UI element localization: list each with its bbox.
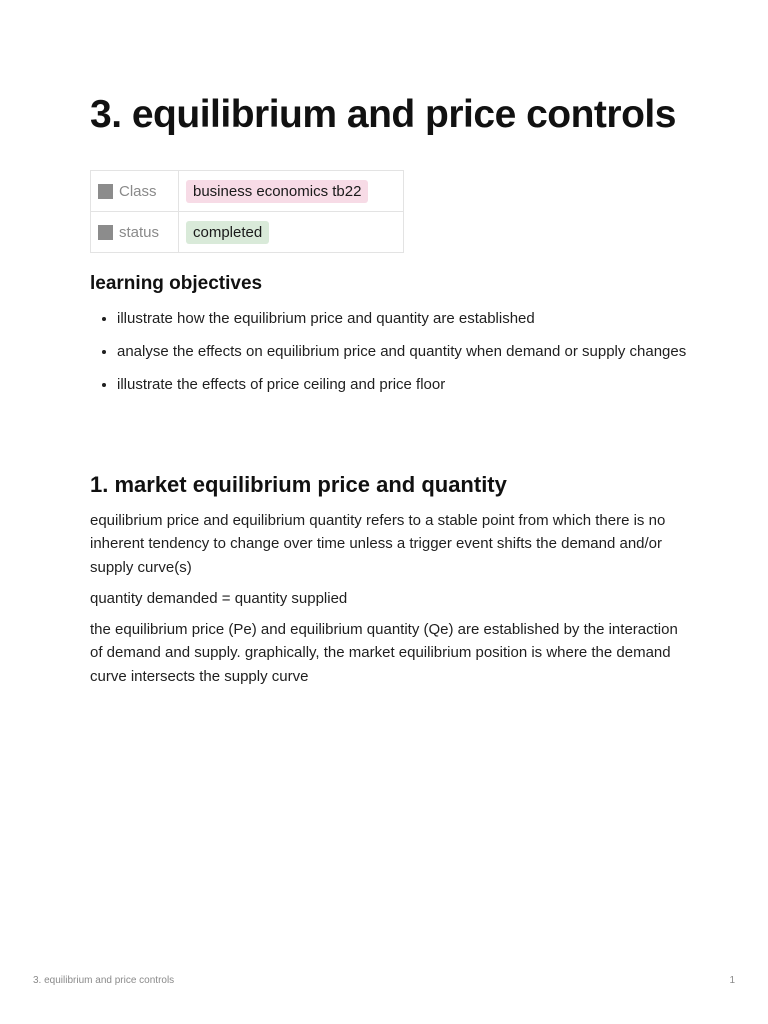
property-row-class xyxy=(91,171,404,212)
footer-page-number: 1 xyxy=(729,975,735,986)
property-value-class[interactable] xyxy=(179,171,404,212)
learning-objectives-heading: learning objectives xyxy=(90,273,263,294)
property-key-status xyxy=(91,212,179,253)
paragraph: equilibrium price and equilibrium quantity refers to a stable point from which there is no inherent tendency to change over time unless a trigger event shifts the demand and/or supply curve(s) xyxy=(90,512,666,576)
list-item: • illustrate how the equilibrium price and quantity are established xyxy=(117,307,717,330)
property-value-status[interactable] xyxy=(179,212,404,253)
paragraph: quantity demanded = quantity supplied xyxy=(90,590,348,607)
footer-doc-title: 3. equilibrium and price controls xyxy=(33,975,175,986)
page-title: 3. equilibrium and price controls xyxy=(90,93,676,136)
property-key-label: status xyxy=(119,223,160,241)
list-item: • analyse the effects on equilibrium price and quantity when demand or supply changes xyxy=(117,340,717,363)
properties-table xyxy=(90,170,404,253)
property-key-label: Class xyxy=(119,182,157,200)
class-tag[interactable]: business economics tb22 xyxy=(186,180,368,203)
status-tag[interactable]: completed xyxy=(186,221,269,244)
property-row-status xyxy=(91,212,404,253)
property-key-class xyxy=(91,171,179,212)
property-icon xyxy=(98,225,113,240)
property-icon xyxy=(98,184,113,199)
paragraph: the equilibrium price (Pe) and equilibrium quantity (Qe) are established by the interaction of demand and supply. graphically, the market equilibrium position is where the demand curve intersects the supply curve xyxy=(90,621,678,685)
section-heading-market-equilibrium: 1. market equilibrium price and quantity xyxy=(90,472,507,497)
list-item: • illustrate the effects of price ceiling and price floor xyxy=(117,373,717,396)
learning-objectives-list xyxy=(90,307,717,406)
